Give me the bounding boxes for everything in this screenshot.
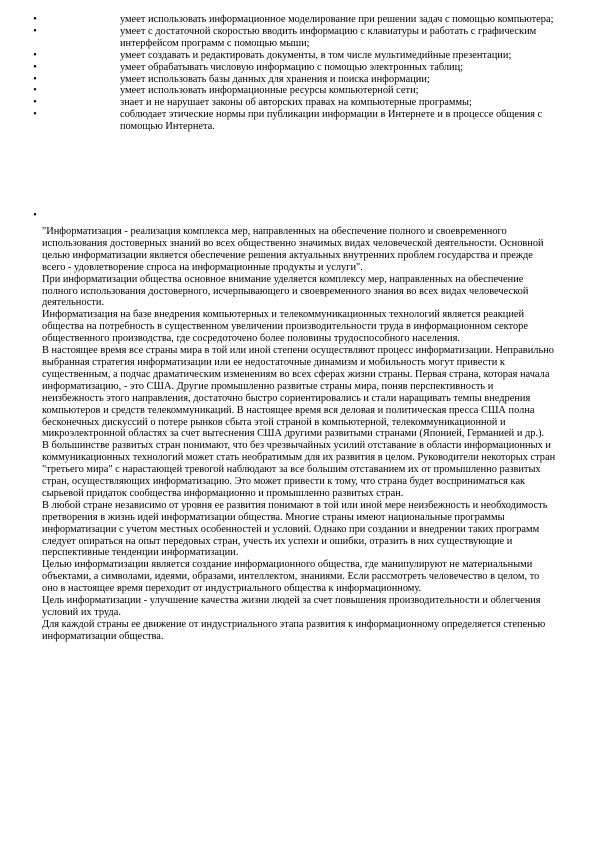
bullet-text: знает и не нарушает законы об авторских правах на компьютерные программы; [120, 97, 472, 109]
paragraph: Для каждой страны ее движение от индустриального этапа развития к информационному определяется степенью информатизации общества. [42, 618, 546, 642]
skills-bullet-list [33, 14, 562, 133]
bullet-text: умеет обрабатывать числовую информацию с помощью электронных таблиц; [120, 61, 464, 73]
list-item [33, 85, 562, 97]
bullet-text: умеет использовать информационные ресурсы компьютерной сети; [120, 85, 419, 97]
bullet-text: умеет создавать и редактировать документы, в том числе мультимедийные презентации; [120, 49, 512, 61]
bullet-icon: • [33, 109, 37, 121]
paragraph: В большинстве развитых стран понимают, что без чрезвычайных усилий отставание в области информационных и коммуникационных технологий может стать необратимым для их развития в целом. Руководители некоторых стран "третьего мира" с нарастающей тревогой наблюдают за все большим отставанием их от промышленно развитых стран, осуществляющих информатизацию. Это может привести к тому, что страна будет восприниматься как сырьевой придаток сообщества информационно и промышленно развитых стран. [42, 440, 556, 499]
paragraph: Информатизация на базе внедрения компьютерных и телекоммуникационных технологий является реакцией общества на потребность в существенном увеличении производительности труда в информационном секторе общественного производства, где сосредоточено более половины трудоспособного населения. [42, 309, 528, 345]
bullet-text: соблюдает этические нормы при публикации информации в Интернете и в процессе общения с помощью Интернета. [120, 109, 543, 133]
paragraph: При информатизации общества основное внимание уделяется комплексу мер, направленных на обеспечение полного использования достоверного, исчерпывающего и своевременного знания во всех видах человеческой деятельности. [42, 273, 529, 309]
body-text [42, 226, 557, 643]
paragraph: "Информатизация - реализация комплекса мер, направленных на обеспечение полного и своевременного использования достоверных знаний во всех общественно значимых видах человеческой деятельности. Основной целью информатизации является обеспечение решения актуальных внутренних проблем государства и прежде всего - удовлетворение спроса на информационные продукты и услуги". [42, 226, 544, 273]
paragraph: Цель информатизации - улучшение качества жизни людей за счет повышения производительности и облегчения условий их труда. [42, 595, 541, 618]
paragraph: В настоящее время все страны мира в той или иной степени осуществляют процесс информатизации. Неправильно выбранная стратегия информатизации или ее недостаточные динамизм и мобильность могут привести к существенным, а подчас драматическим изменениям во всех сферах жизни страны. Первая страна, которая начала информатизацию, - это США. Другие промышленно развитые страны мира, поняв перспективность и неизбежность этого направления, достаточно быстро сориентировались и стали наращивать темпы внедрения компьютеров и средств телекоммуникаций. В настоящее время вся деловая и политическая пресса США полна бесконечных дискуссий о потере рынков сбыта этой страной в компьютерной, телекоммуникационной и микроэлектронной областях за счет вытеснения США другими развитыми странами (Японией, Германией и др.). [42, 345, 554, 440]
paragraph: Целью информатизации является создание информационного общества, где манипулируют не материальными объектами, а символами, идеями, образами, интеллектом, знаниями. Если рассмотреть человечество в целом, то оно в настоящее время переходит от индустриального общества к информационному. [42, 559, 540, 595]
bullet-icon: • [33, 85, 37, 97]
list-item [33, 49, 562, 62]
bullet-icon: • [33, 97, 37, 109]
bullet-text: умеет использовать информационное моделирование при решении задач с помощью компьютера; [120, 14, 554, 25]
list-item [33, 14, 562, 26]
bullet-icon: • [33, 61, 37, 73]
list-item [33, 97, 562, 109]
bullet-icon: • [33, 14, 37, 25]
list-item [33, 73, 562, 86]
list-item [33, 25, 562, 50]
bullet-icon: • [33, 49, 37, 61]
empty-bullet-icon: • [33, 210, 37, 221]
bullet-text: умеет использовать базы данных для хранения и поиска информации; [120, 73, 430, 85]
list-item [33, 109, 562, 133]
bullet-icon: • [33, 25, 37, 37]
paragraph: В любой стране независимо от уровня ее развития понимают в той или иной мере неизбежность и необходимость претворения в жизнь идей информатизации общества. Многие страны имеют национальные программы информатизации с учетом местных особенностей и условий. Однако при создании и внедрении таких программ следует опираться на опыт передовых стран, учесть их успехи и ошибки, отразить в них существующие и перспективные тенденции информатизации. [42, 499, 548, 559]
bullet-text: умеет с достаточной скоростью вводить информацию с клавиатуры и работать с графическим интерфейсом программ с помощью мыши; [120, 25, 537, 49]
list-item [33, 61, 562, 74]
bullet-icon: • [33, 73, 37, 85]
